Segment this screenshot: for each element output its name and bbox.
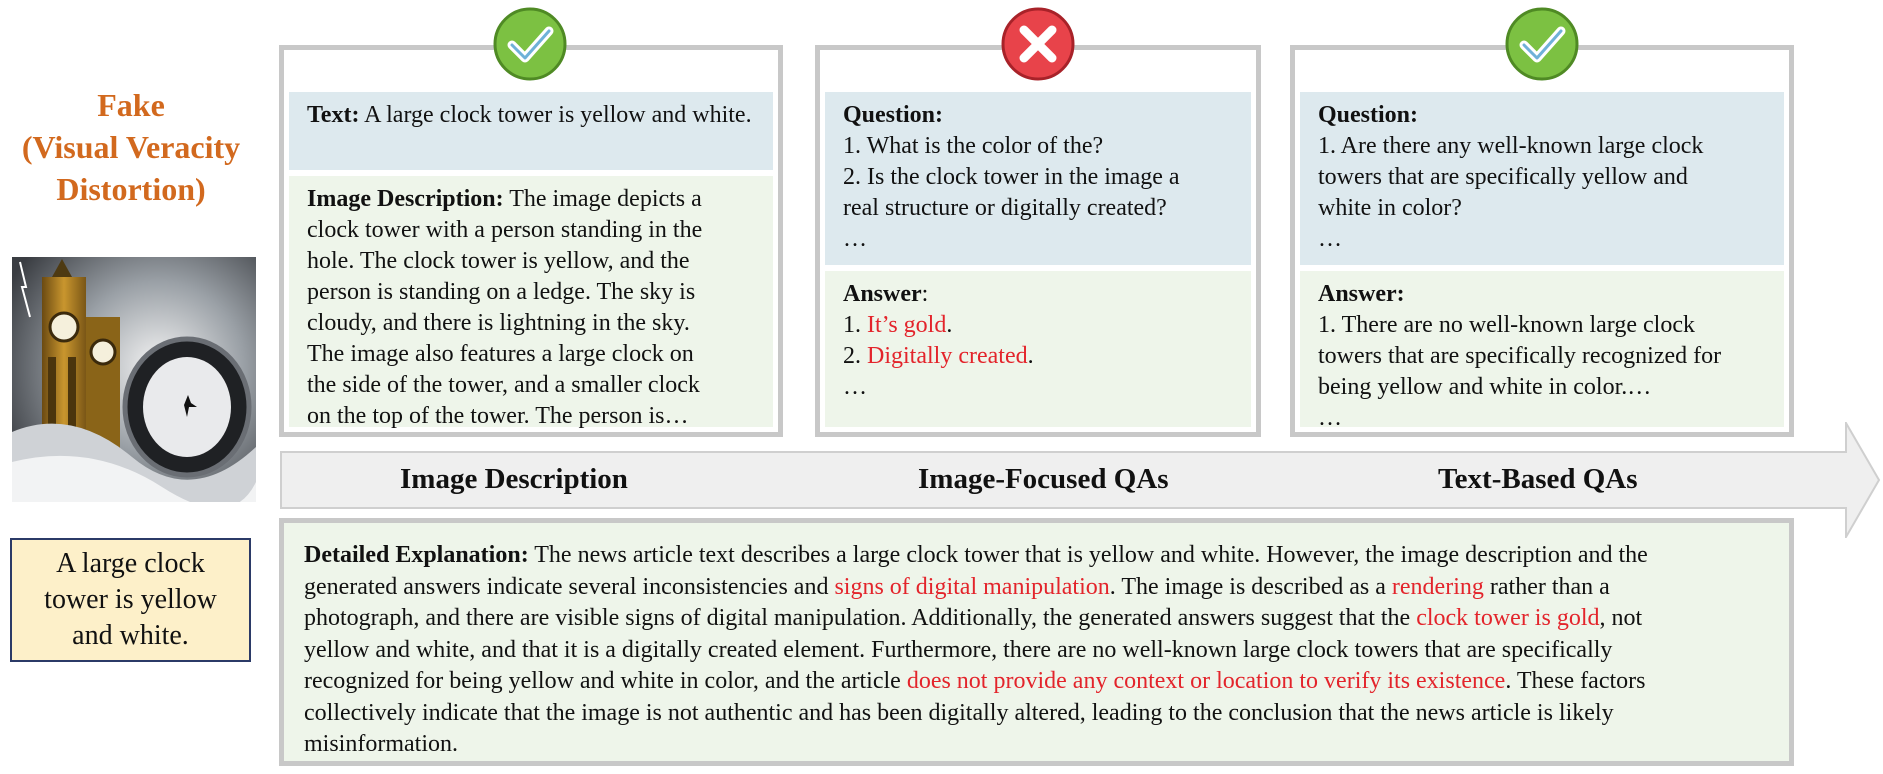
article-text: A large clock tower is yellow and white. <box>44 548 217 651</box>
answer-end: . <box>946 312 953 338</box>
image-description-panel <box>279 45 783 437</box>
answer-section <box>825 271 1251 427</box>
explanation-text: , not <box>1599 605 1643 631</box>
explanation-text: misinformation. <box>304 731 458 757</box>
image-focused-qa-panel <box>815 45 1261 437</box>
answer-ellipsis: … <box>843 374 867 400</box>
answer-label: Answer: <box>1318 281 1405 307</box>
question-line: towers that are specifically yellow and <box>1318 164 1688 190</box>
article-text-box <box>10 538 251 662</box>
question-label: Question: <box>1318 102 1419 128</box>
explanation-highlight: rendering <box>1391 573 1484 600</box>
answer-line: 1. There are no well-known large clock <box>1318 312 1695 338</box>
check-icon <box>1504 6 1580 82</box>
clock-tower-image <box>12 257 256 502</box>
explanation-text: rather than a <box>1483 573 1610 600</box>
answer-number: 1. <box>843 312 867 338</box>
question-line: white in color? <box>1318 195 1462 221</box>
text-based-qa-panel <box>1290 45 1794 437</box>
question-line: real structure or digitally created? <box>843 195 1167 221</box>
question-line: 1. What is the color of the? <box>843 133 1104 159</box>
answer-line: towers that are specifically recognized for <box>1318 343 1722 369</box>
answer-label: Answer <box>843 281 922 307</box>
explanation-text: generated answers indicate several inconsistencies and <box>304 573 835 600</box>
question-line: 1. Are there any well-known large clock <box>1318 133 1704 159</box>
cross-icon <box>1000 6 1076 82</box>
stage-label-image-focused-qas: Image-Focused QAs <box>918 463 1169 495</box>
explanation-highlight: clock tower is gold <box>1416 605 1600 631</box>
veracity-label <box>0 84 262 210</box>
image-description-line: hole. The clock tower is yellow, and the <box>307 248 690 274</box>
veracity-label-line3: Distortion) <box>56 171 206 207</box>
text-label: Text: <box>307 102 360 128</box>
answer-highlight: It’s gold <box>867 312 947 338</box>
answer-section <box>1300 271 1784 431</box>
explanation-text: . These factors <box>1505 668 1646 694</box>
image-description-line: person is standing on a ledge. The sky is <box>307 279 696 305</box>
answer-end: . <box>1027 343 1034 369</box>
image-description-line: clock tower with a person standing in the <box>307 217 703 243</box>
answer-line: … <box>1318 405 1342 431</box>
detailed-explanation-panel <box>279 518 1794 766</box>
explanation-text: The news article text describes a large clock tower that is yellow and white. However, the image description and the <box>528 542 1648 568</box>
explanation-highlight: signs of digital manipulation <box>834 573 1110 600</box>
text-value: A large clock tower is yellow and white. <box>359 102 752 128</box>
answer-line: being yellow and white in color.… <box>1318 374 1652 400</box>
image-description-line: on the top of the tower. The person is… <box>307 403 689 429</box>
answer-number: 2. <box>843 343 867 369</box>
answer-highlight: Digitally created <box>867 343 1028 369</box>
stage-label-text-based-qas: Text-Based QAs <box>1438 463 1638 495</box>
explanation-text: collectively indicate that the image is not authentic and has been digitally altered, leading to the conclusion that the news article is likely <box>304 699 1614 726</box>
stage-label-image-description: Image Description <box>400 463 628 495</box>
veracity-label-line1: Fake <box>97 87 165 123</box>
explanation-text: yellow and white, and that it is a digitally created element. Furthermore, there are no well-known large clock towers that are specifically <box>304 636 1613 663</box>
image-description-line: The image depicts a <box>503 186 702 212</box>
question-line: 2. Is the clock tower in the image a <box>843 164 1180 190</box>
explanation-label: Detailed Explanation: <box>304 542 529 568</box>
image-description-label: Image Description: <box>307 186 504 212</box>
question-line: … <box>1318 226 1342 252</box>
question-section <box>1300 92 1784 265</box>
explanation-text: recognized for being yellow and white in color, and the article <box>304 668 907 694</box>
explanation-text: . The image is described as a <box>1109 573 1392 600</box>
image-description-section <box>289 176 773 427</box>
image-description-line: The image also features a large clock on <box>307 341 694 367</box>
check-icon <box>492 6 568 82</box>
question-label: Question: <box>843 102 944 128</box>
answer-colon: : <box>921 281 929 307</box>
question-line: … <box>843 226 867 252</box>
clock-tower-illustration <box>12 257 256 502</box>
image-description-line: cloudy, and there is lightning in the sky. <box>307 310 690 336</box>
text-section <box>289 92 773 170</box>
explanation-text: photograph, and there are visible signs of digital manipulation. Additionally, the generated answers suggest that the <box>304 605 1417 631</box>
veracity-label-line2: (Visual Veracity <box>21 129 241 165</box>
explanation-highlight: does not provide any context or location to verify its existence <box>906 668 1506 694</box>
image-description-line: the side of the tower, and a smaller clock <box>307 372 700 398</box>
question-section <box>825 92 1251 265</box>
